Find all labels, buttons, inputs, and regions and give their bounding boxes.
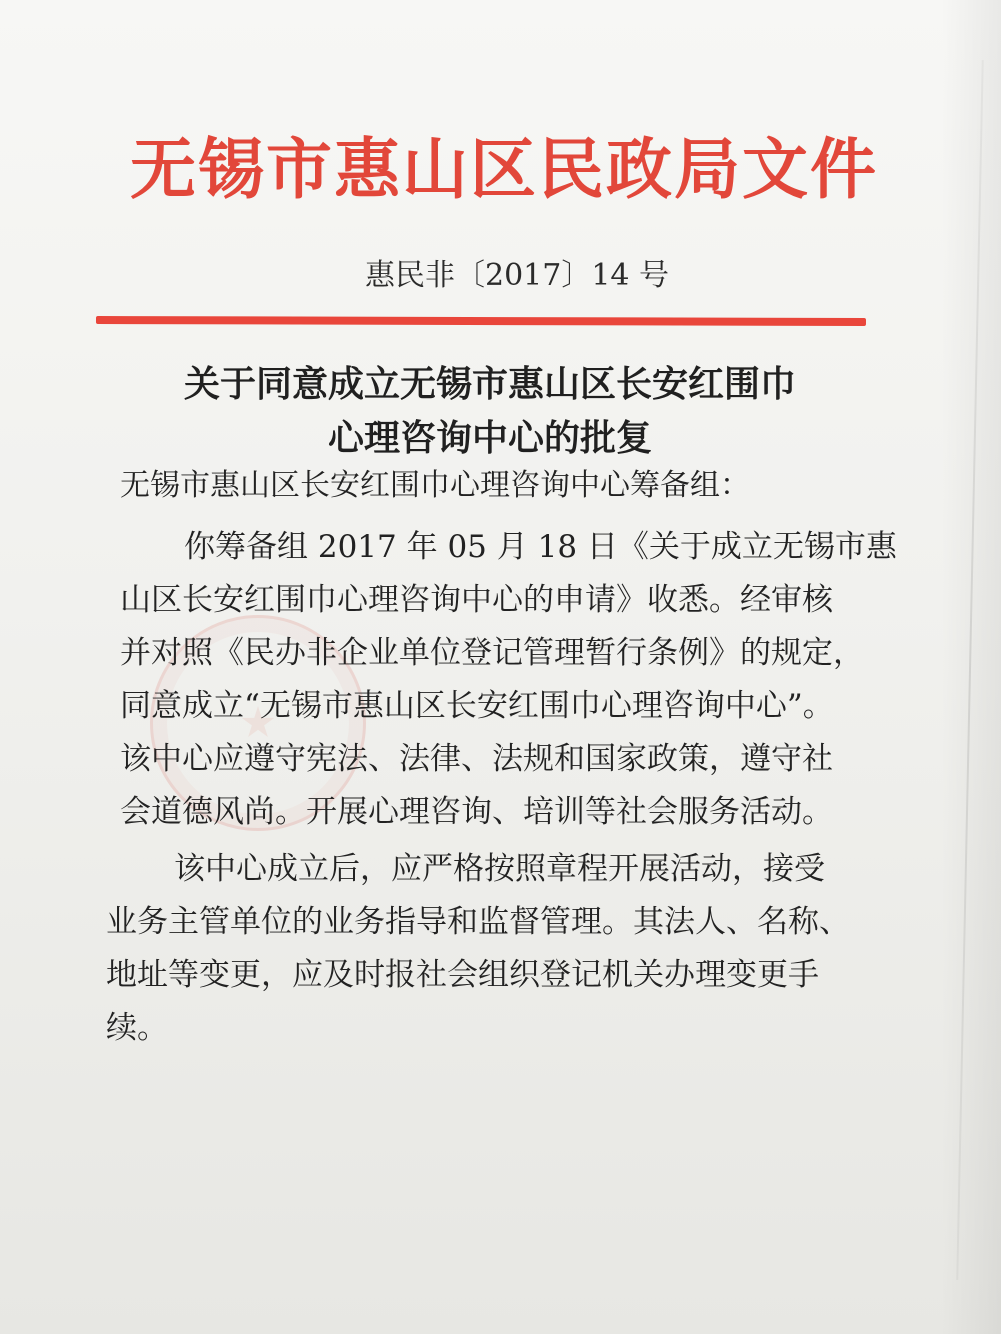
title-line-2: 心理咨询中心的批复 [327,417,652,459]
addressee-line: 无锡市惠山区长安红围巾心理咨询中心筹备组： [120,468,750,503]
issuer-header: 无锡市惠山区民政局文件 [130,130,878,208]
body-line-6: 会道德风尚。开展心理咨询、培训等社会服务活动。 [120,794,833,830]
body-line-10: 续。 [106,1010,168,1046]
body-line-3: 并对照《民办非企业单位登记管理暂行条例》的规定， [120,635,864,671]
body-line-2: 山区长安红围巾心理咨询中心的申请》收悉。经审核 [120,582,833,618]
red-divider-line [96,316,866,326]
title-line-1: 关于同意成立无锡市惠山区长安红围巾 [183,363,796,405]
body-line-8: 业务主管单位的业务指导和监督管理。其法人、名称、 [106,904,850,940]
body-line-7: 该中心成立后，应严格按照章程开展活动，接受 [174,851,825,887]
body-line-1: 你筹备组 2017 年 05 月 18 日《关于成立无锡市惠 [184,529,897,565]
body-line-5: 该中心应遵守宪法、法律、法规和国家政策，遵守社 [120,741,833,777]
document-title [150,357,830,465]
body-line-4: 同意成立“无锡市惠山区长安红围巾心理咨询中心”。 [120,688,834,724]
body-line-9: 地址等变更，应及时报社会组织登记机关办理变更手 [106,957,819,993]
document-number: 惠民非〔2017〕14 号 [365,258,670,293]
